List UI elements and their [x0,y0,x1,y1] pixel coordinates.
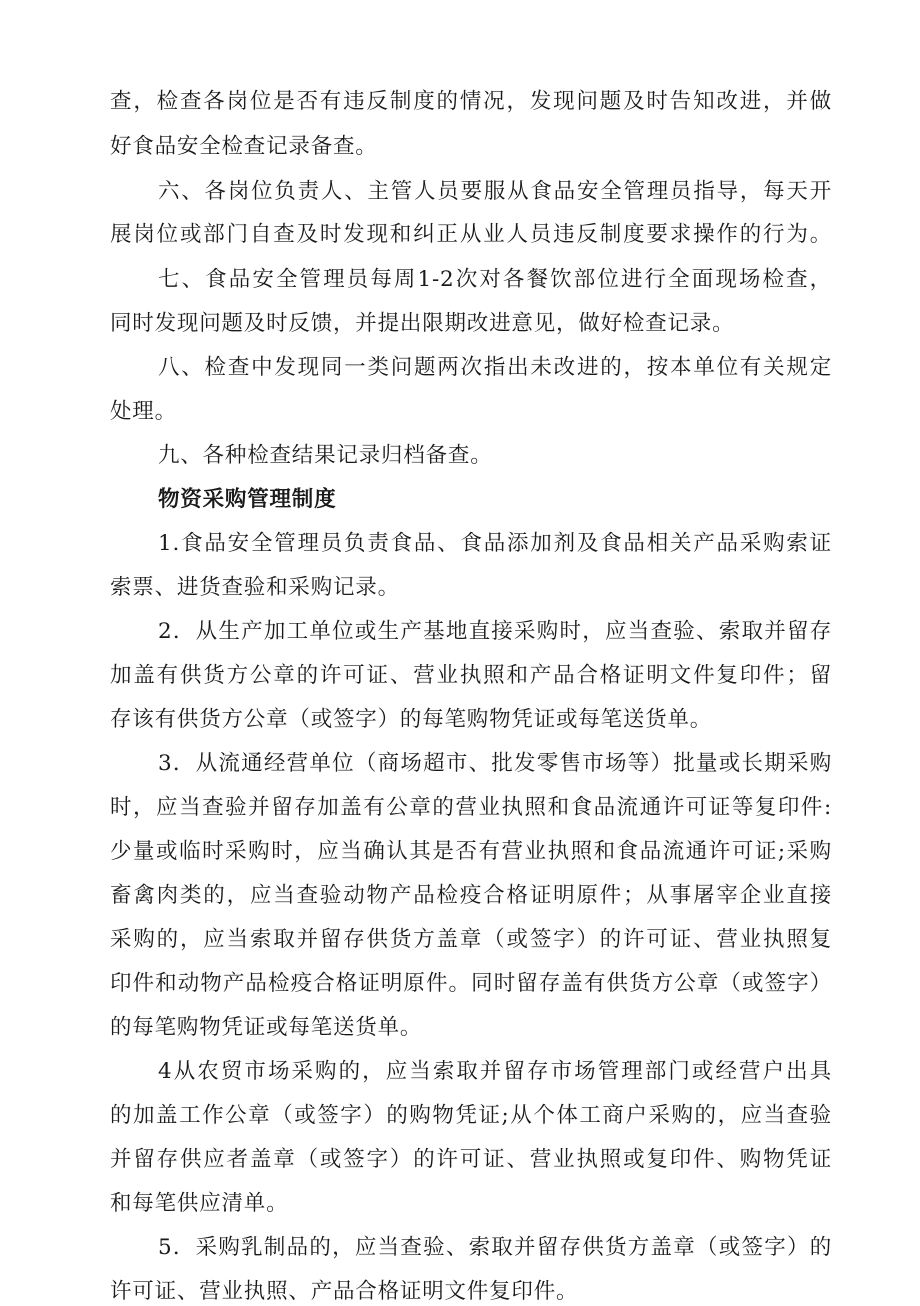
text-line: 并留存供应者盖章（或签字）的许可证、营业执照或复印件、购物凭证 [110,1147,832,1172]
text-line: 七、食品安全管理员每周1-2次对各餐饮部位进行全面现场检查， [158,267,832,292]
text-line: 存该有供货方公章（或签字）的每笔购物凭证或每笔送货单。 [110,707,713,732]
text-line: 处理。 [110,399,177,424]
text-line: 展岗位或部门自查及时发现和纠正从业人员违反制度要求操作的行为。 [110,222,832,247]
text-line: 加盖有供货方公章的许可证、营业执照和产品合格证明文件复印件；留 [110,663,832,688]
text-line: 六、各岗位负责人、主管人员要服从食品安全管理员指导，每天开 [158,179,832,204]
text-line: 的每笔购物凭证或每笔送货单。 [110,1015,423,1040]
text-line: 八、检查中发现同一类问题两次指出未改进的，按本单位有关规定 [158,355,832,380]
text-line: 采购的，应当索取并留存供货方盖章（或签字）的许可证、营业执照复 [110,927,832,952]
text-line: 时，应当查验并留存加盖有公章的营业执照和食品流通许可证等复印件: [110,795,832,820]
text-line: 少量或临时采购时，应当确认其是否有营业执照和食品流通许可证;采购 [110,839,832,864]
text-line: 1.食品安全管理员负责食品、食品添加剂及食品相关产品采购索证 [158,531,832,556]
text-line: 畜禽肉类的，应当查验动物产品检疫合格证明原件；从事屠宰企业直接 [110,883,832,908]
text-line: 4从农贸市场采购的，应当索取并留存市场管理部门或经营户出具 [158,1059,832,1084]
text-line: 九、各种检查结果记录归档备查。 [158,443,493,468]
text-line: 好食品安全检查记录备查。 [110,134,378,159]
text-line: 印件和动物产品检疫合格证明原件。同时留存盖有供货方公章（或签字） [110,971,832,996]
text-line: 和每笔供应清单。 [110,1191,289,1216]
text-line: 同时发现问题及时反馈，并提出限期改进意见，做好检查记录。 [110,311,735,336]
section-heading: 物资采购管理制度 [158,487,337,512]
text-line: 5．采购乳制品的，应当查验、索取并留存供货方盖章（或签字）的 [158,1235,832,1260]
text-line: 2．从生产加工单位或生产基地直接采购时，应当查验、索取并留存 [158,619,832,644]
text-line: 查，检查各岗位是否有违反制度的情况，发现问题及时告知改进，并做 [110,89,832,114]
text-line: 许可证、营业执照、产品合格证明文件复印件。 [110,1279,579,1304]
text-line: 的加盖工作公章（或签字）的购物凭证;从个体工商户采购的，应当查验 [110,1103,832,1128]
text-line: 索票、进货查验和采购记录。 [110,575,400,600]
text-line: 3．从流通经营单位（商场超市、批发零售市场等）批量或长期采购 [158,751,832,776]
